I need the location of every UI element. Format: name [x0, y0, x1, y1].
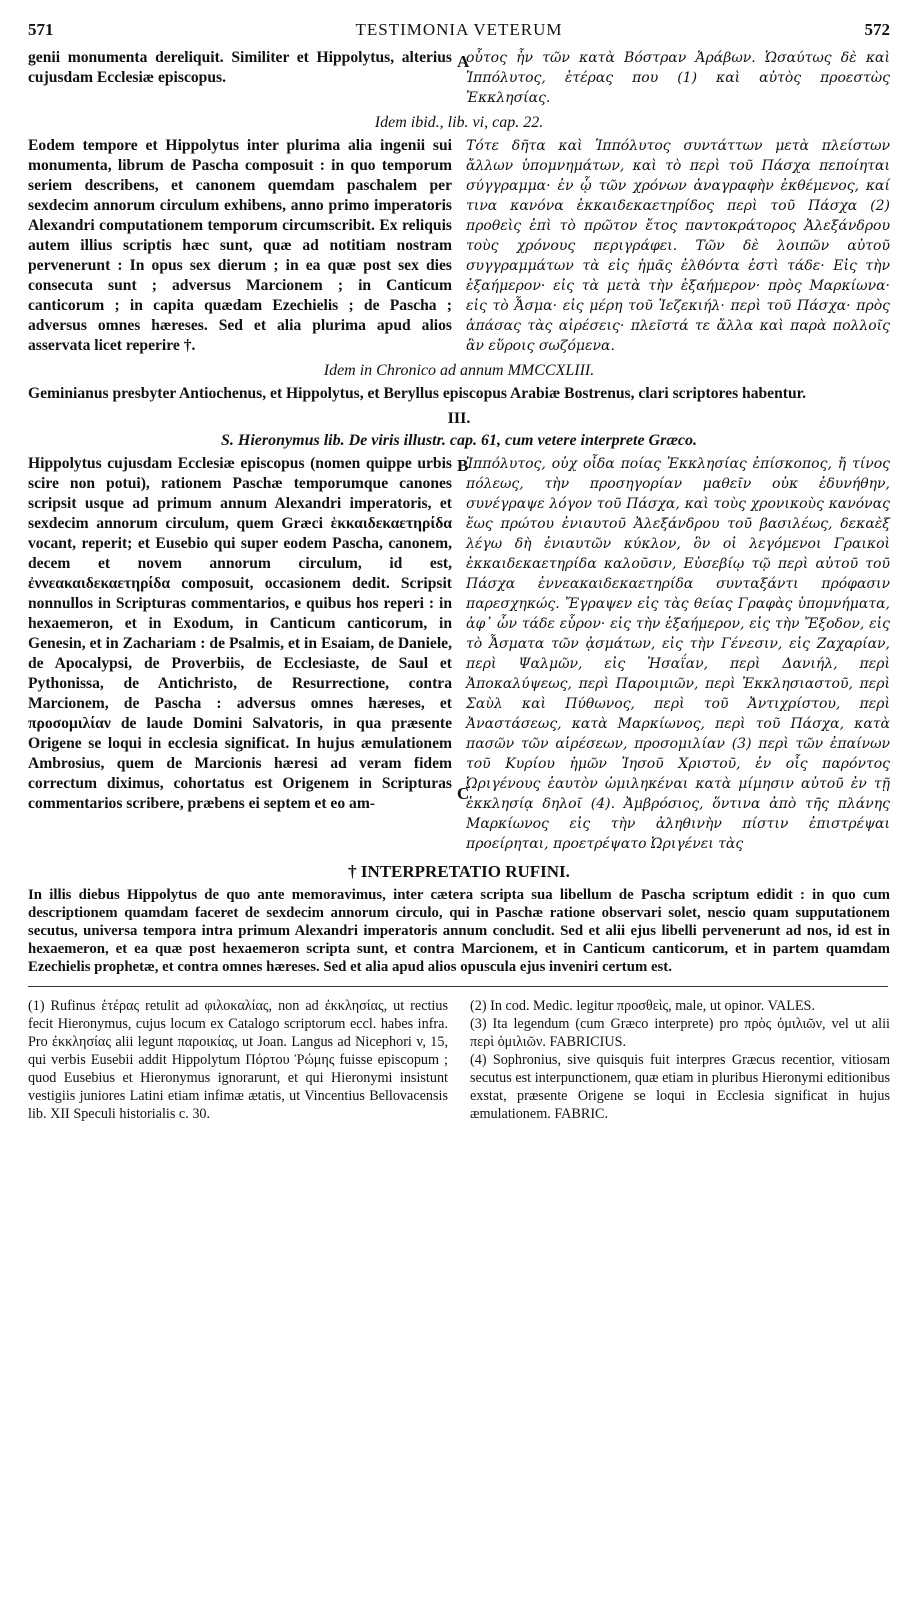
footnote-1: (1) Rufinus ἑτέρας retulit ad φιλοκαλίας, non ad ἐκκλησίας, ut rectius fecit Hieronymus, cujus locum ex Catalogo scriptorum eccl. habes infra. Pro ἐκκλησίας alii legunt παροικίας, ut Joan. Langus ad Nicephori v, 15, qui verbis Eusebii addit Hippolytum Πόρτου Ῥώμης fuisse episcopum ; quod Eusebius et Hieronymus ignorarunt, et qui Hieronymi insistunt vestigiis juniores Latini etiam infimæ ætatis, ut Vincentius Bellovacensis lib. XII Speculi historialis c. 30. — [28, 998, 448, 1122]
footnotes-right — [470, 997, 890, 1123]
page-number-left: 571 — [28, 20, 54, 39]
section-1-latin: genii monumenta dereliquit. Similiter et Hippolytus, alterius cujusdam Ecclesiæ episcopus. — [28, 49, 452, 86]
heading-idem-ibid: Idem ibid., lib. vi, cap. 22. — [374, 114, 544, 131]
footnote-3: (3) Ita legendum (cum Græco interprete) pro πρὸς ὁμιλιῶν, vel ut alii περὶ ὁμιλιῶν. FABRICIUS. — [470, 1016, 890, 1050]
section-2-latin: Eodem tempore et Hippolytus inter plurima alia ingenii sui monumenta, librum de Pascha composuit : in quo temporum seriem describens, et canonem quemdam paschalem per sexdecim annorum circulum exhibens, anno primo imperatoris Alexandri computationem temporum circumscribit. Ex reliquis autem illius scriptis hæc sunt, quæ ad notitiam nostram pervenerunt : In opus sex dierum ; in ea quæ post sex dies consecuta sunt ; adversus Marcionem ; in Canticum canticorum ; in capita quædam Ezechielis ; de Pascha ; adversus omnes hæreses. Sed et alia plurima apud alios asservata licet reperire †. — [28, 137, 452, 354]
column-marker-c: C — [457, 784, 470, 803]
rufinus-text: In illis diebus Hippolytus de quo ante memoravimus, inter cætera scripta sua libellum de Pascha scriptum edidit : in quo cum descriptionem quamdam faceret de sexdecim annorum circulo, qui in Paschæ ratione observari solet, nescio quam supputationem secutus, universa tempora intra primum Alexandri imperatoris annum concludit. Sed et alii ejus libelli pervenerunt ad nos, id est in hexaemeron, et ea quæ post hexaemeron scripta sunt, et contra Marcionem, et in Canticum canticorum, et in partem quamdam Ezechielis prophetæ, et contra omnes hæreses. Sed et alia apud alios opuscula ejus inveniri certum est. — [28, 887, 890, 975]
section-2 — [28, 136, 890, 356]
section-2-greek: Τότε δῆτα καὶ Ἱππόλυτος συντάττων μετὰ πλείστων ἄλλων ὑπομνημάτων, καὶ τὸ περὶ τοῦ Πάσχα πεποίηται σύγγραμμα· ἐν ᾧ τῶν χρόνων ἀναγραφὴν ἐκθέμενος, καί τινα κανόνα ἑκκαιδεκαετηρίδος περὶ τοῦ Πάσχα (2) προθεὶς ἐπὶ τὸ πρῶτον ἔτος παντοκράτορος Ἀλεξάνδρου τοὺς χρόνους περιγράφει. Τῶν δὲ λοιπῶν αὐτοῦ συγγραμμάτων τὰ εἰς ἡμᾶς ἐλθόντα ἐστὶ τάδε· Εἰς τὴν ἑξαήμερον· εἰς τὰ μετὰ τὴν ἑξαήμερον· πρὸς Μαρκίωνα· εἰς τὸ Ἆσμα· εἰς μέρη τοῦ Ἰεζεκιήλ· περὶ τοῦ Πάσχα· πρὸς ἁπάσας τὰς αἱρέσεις· πλεῖστά τε ἄλλα καὶ παρὰ πολλοῖς ἂν εὕροις σωζόμενα. — [466, 138, 890, 354]
footnote-4: (4) Sophronius, sive quisquis fuit interpres Græcus recentior, vitiosam secutus est interpunctionem, quæ etiam in pluribus Hieronymi editionibus exstat, præsente Origene se loqui in Ecclesia significat in hujus æmulationem. FABRIC. — [470, 1052, 890, 1122]
chronico-text: Geminianus presbyter Antiochenus, et Hippolytus, et Beryllus episcopus Arabiæ Bostrenus, clari scriptores habentur. — [28, 385, 807, 402]
heading-chronico: Idem in Chronico ad annum MMCCXLIII. — [323, 362, 595, 379]
running-title: TESTIMONIA VETERUM — [355, 20, 563, 39]
section-1 — [28, 48, 890, 108]
page — [28, 14, 890, 1584]
section-3 — [28, 454, 890, 854]
footnote-2: (2) In cod. Medic. legitur προσθεὶς, male, ut opinor. VALES. — [470, 998, 815, 1014]
section-1-greek: οὗτος ἦν τῶν κατὰ Βόστραν Ἀράβων. Ὡσαύτως δὲ καὶ Ἱππόλυτος, ἑτέρας που (1) καὶ αὐτὸς προεστὼς Ἐκκλησίας. — [466, 50, 890, 106]
page-header — [28, 14, 890, 46]
footnotes — [28, 997, 890, 1123]
heading-hieronymus: S. Hieronymus lib. De viris illustr. cap. 61, cum vetere interprete Græco. — [221, 432, 697, 449]
section-3-greek: Ἱππόλυτος, οὐχ οἶδα ποίας Ἐκκλησίας ἐπίσκοπος, ἤ τίνος πόλεως, τὴν προσηγορίαν μαθεῖν οὐκ ἐδυνήθην, συνέγραψε λόγον τοῦ Πάσχα, καὶ τοὺς χρονικοὺς κανόνας ἕως πρώτου ἐνιαυτοῦ Ἀλεξάνδρου τοῦ βασιλέως, δεκαὲξ λέγω δὴ ἐνιαυτῶν κύκλον, ὃν οἱ λεγόμενοι Γραικοὶ ἑκκαιδεκαετηρίδα καλοῦσιν, Εὐσεβίῳ τῷ περὶ αὐτοῦ τοῦ Πάσχα ἐννεακαιδεκαετηρίδα συνταξάντι πρόφασιν παρεσχηκώς. Ἔγραψεν εἰς τὰς θείας Γραφὰς ὑπομνήματα, ἀφ᾽ ὧν τάδε εὗρον· εἰς τὴν ἑξαήμερον, εἰς τὴν Ἔξοδον, εἰς τὸ Ἆσματα τῶν ᾀσμάτων, εἰς τὴν Γένεσιν, εἰς Ζαχαρίαν, περὶ Ψαλμῶν, εἰς Ἠσαΐαν, περὶ Δανιήλ, περὶ Ἀποκαλύψεως, περὶ Παροιμιῶν, περὶ Ἐκκλησιαστοῦ, περὶ Σαὺλ καὶ Πύθωνος, περὶ τοῦ Ἀντιχρίστου, περὶ Ἀναστάσεως, κατὰ Μαρκίωνος, περὶ τοῦ Πάσχα, κατὰ πασῶν τῶν αἱρέσεων, προσομιλίαν (3) περὶ τῶν ἐπαίνων τοῦ Κυρίου ἡμῶν Ἰησοῦ Χριστοῦ, ἐν οἷς παρόντος Ὠριγένους ἑαυτὸν ὡμιληκέναι κατὰ μίμησιν αὐτοῦ ἐν τῇ ἐκκλησίᾳ δηλοῖ (4). Ἀμβρόσιος, ὅντινα ἀπὸ τῆς πλάνης Μαρκίωνος εἰς τὴν ἀληθινὴν πίστιν ἐπιστρέψαι προείρηται, προετρέψατο Ὠριγένει τὰς — [466, 456, 890, 852]
column-marker-a: A — [457, 52, 470, 71]
page-number-right: 572 — [864, 20, 890, 39]
section-number: III. — [447, 410, 471, 427]
footnote-divider — [28, 986, 888, 987]
heading-interpretatio-rufini: † INTERPRETATIO RUFINI. — [348, 862, 570, 881]
section-3-latin: Hippolytus cujusdam Ecclesiæ episcopus (nomen quippe urbis scire non potui), rationem Paschæ temporumque canones scripsit usque ad primum annum Alexandri imperatoris, et sexdecim annorum circulum, quem Græci ἑκκαιδεκαετηρίδα vocant, reperit; et Eusebio qui super eodem Pascha, canonem, decem et novem annorum circulum, id est, ἐννεακαιδεκαετηρίδα composuit, occasionem dedit. Scripsit nonnullos in Scripturas commentarios, e quibus hos reperi : in hexaemeron, et in Exodum, in Canticum canticorum, in Genesin, et in Zachariam : de Psalmis, et in Esaiam, de Daniele, de Apocalypsi, de Proverbiis, de Ecclesiaste, de Saul et Pythonissa, de Antichristo, de Resurrectione, contra Marcionem, de Pascha : adversus omnes hæreses, et προσομιλίαν de laude Domini Salvatoris, in qua præsente Origene se loqui in ecclesia significat. In hujus æmulationem Ambrosius, quem de Marcionis hæresi ad veram fidem correctum diximus, cohortatus est Origenem in Scripturas commentarios scribere, præbens ei septem et eo am- — [28, 455, 452, 812]
column-marker-b: B — [457, 456, 469, 475]
